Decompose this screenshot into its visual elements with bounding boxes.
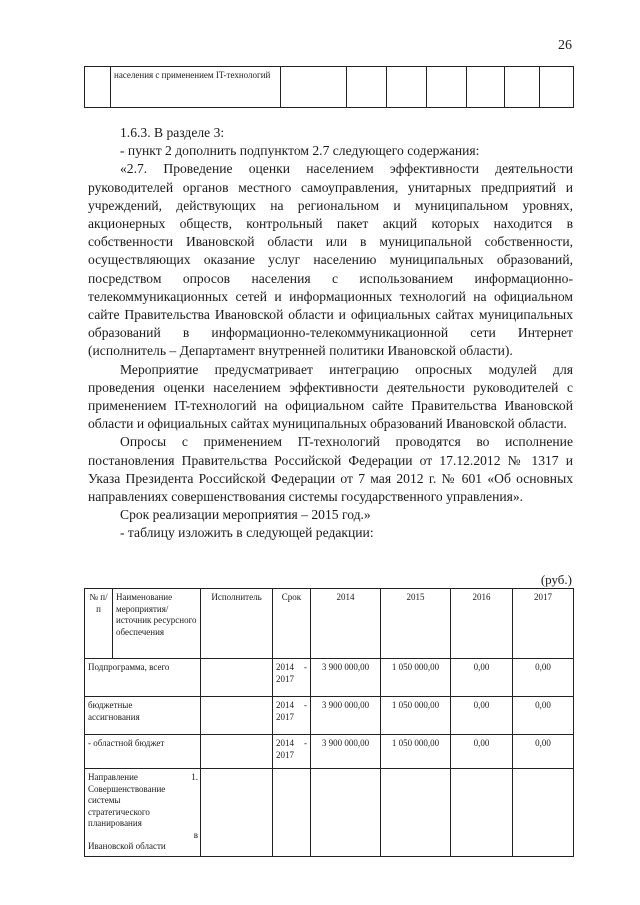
header-2015: 2015 bbox=[381, 589, 451, 659]
section-heading: 1.6.3. В разделе 3: bbox=[120, 125, 225, 140]
value-2015: 1 050 000,00 bbox=[381, 697, 451, 735]
value-2015: 1 050 000,00 bbox=[381, 659, 451, 697]
paragraph: «2.7. Проведение оценки населением эффективности деятельности руководителей органов местного самоуправления, унитарных предприятий и учреждений, действующих на региональном и муниципальном уровнях, акционерных обществ, контрольный пакет акций которых находится в собственности Ивановской области или в муниципальной собственности, осуществляющих оказание услуг населению муниципальных образований, посредством опросов населения с использованием информационно-телекоммуникационных сетей и информационных технологий на официальном сайте Правительства Ивановской области и официальных сайтах муниципальных образований в информационно-телекоммуникационной сети Интернет (исполнитель – Департамент внутренней политики Ивановской области). bbox=[88, 161, 573, 359]
paragraph: Мероприятие предусматривает интеграцию опросных модулей для проведения оценки населением эффективности деятельности руководителей с применением IT-технологий на официальном сайте Правительства Ивановской области и официальных сайтах муниципальных образований Ивановской области. bbox=[88, 361, 573, 432]
value-2017: 0,00 bbox=[513, 735, 574, 769]
table-row bbox=[85, 697, 574, 735]
document-body bbox=[88, 124, 573, 543]
header-2016: 2016 bbox=[451, 589, 513, 659]
table-row bbox=[85, 769, 574, 857]
term-cell: 2014 - 2017 bbox=[273, 659, 311, 697]
paragraph: Срок реализации мероприятия – 2015 год.» bbox=[120, 507, 371, 523]
header-executor: Исполнитель bbox=[201, 589, 273, 659]
term-cell: 2014 - 2017 bbox=[273, 735, 311, 769]
header-2014: 2014 bbox=[311, 589, 381, 659]
header-name: Наименование мероприятия/источник ресурсного обеспечения bbox=[113, 589, 201, 659]
header-num: № п/п bbox=[85, 589, 113, 659]
table-header-row bbox=[85, 589, 574, 659]
instruction-text: - таблицу изложить в следующей редакции: bbox=[120, 525, 374, 541]
value-2016: 0,00 bbox=[451, 659, 513, 697]
funding-table bbox=[84, 588, 574, 857]
table-row bbox=[85, 67, 574, 108]
header-2017: 2017 bbox=[513, 589, 574, 659]
value-2017: 0,00 bbox=[513, 697, 574, 735]
value-2016: 0,00 bbox=[451, 735, 513, 769]
value-2014: 3 900 000,00 bbox=[311, 697, 381, 735]
table-row bbox=[85, 735, 574, 769]
value-2014: 3 900 000,00 bbox=[311, 735, 381, 769]
row-label: - областной бюджет bbox=[85, 735, 201, 769]
row-label: Подпрограмма, всего bbox=[85, 659, 201, 697]
unit-label: (руб.) bbox=[540, 572, 572, 587]
direction-cell: Направление 1. Совершенствование системы стратегического планирования в Ивановской области bbox=[85, 769, 201, 857]
instruction-text: - пункт 2 дополнить подпунктом 2.7 следующего содержания: bbox=[120, 143, 480, 159]
paragraph: Опросы с применением IT-технологий проводятся во исполнение постановления Правительства Российской Федерации от 17.12.2012 № 1317 и Указа Президента Российской Федерации от 7 мая 2012 г. № 601 «Об основных направлениях совершенствования системы государственного управления». bbox=[88, 434, 573, 505]
header-term: Срок bbox=[273, 589, 311, 659]
value-2017: 0,00 bbox=[513, 659, 574, 697]
row-label: бюджетные ассигнования bbox=[85, 697, 201, 735]
continuation-table bbox=[84, 66, 574, 108]
value-2015: 1 050 000,00 bbox=[381, 735, 451, 769]
value-2016: 0,00 bbox=[451, 697, 513, 735]
table-cell-description: населения с применением IT-технологий bbox=[111, 67, 281, 108]
value-2014: 3 900 000,00 bbox=[311, 659, 381, 697]
table-row bbox=[85, 659, 574, 697]
term-cell: 2014 - 2017 bbox=[273, 697, 311, 735]
page-number: 26 bbox=[558, 38, 572, 53]
